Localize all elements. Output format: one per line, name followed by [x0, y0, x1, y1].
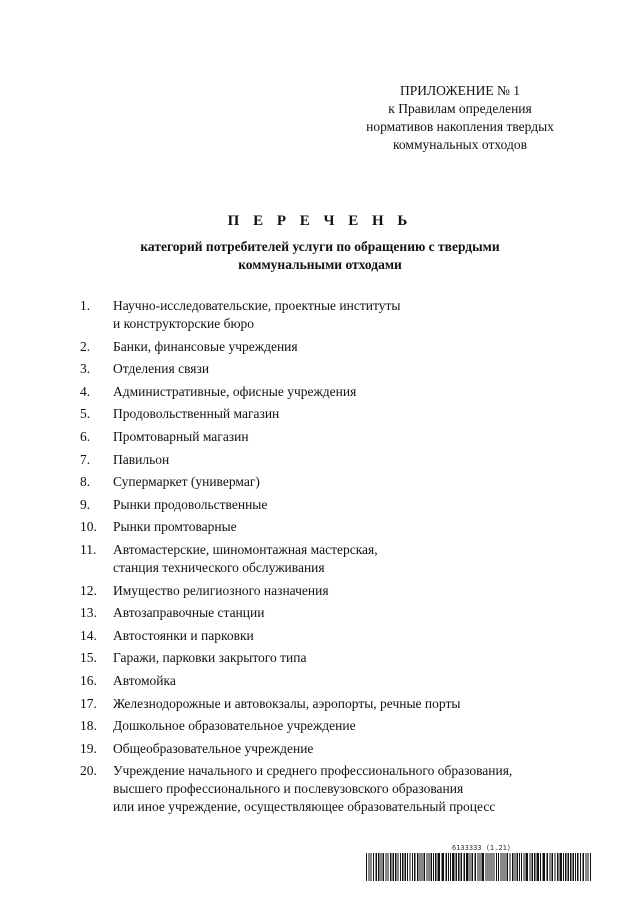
- list-item-text: [113, 428, 600, 446]
- list-item: [80, 717, 600, 735]
- barcode-bar: [422, 853, 423, 881]
- barcode-bar: [547, 853, 549, 881]
- barcode-bar: [395, 853, 397, 881]
- list-item-text: [113, 541, 600, 577]
- barcode-bar: [366, 853, 367, 881]
- barcode-bar: [452, 853, 455, 881]
- list-item-text: [113, 297, 600, 333]
- list-item: [80, 518, 600, 536]
- list-item-line: Павильон: [113, 451, 170, 467]
- barcode-bar: [501, 853, 502, 881]
- list-item-text: [113, 649, 600, 667]
- barcode-bar: [583, 853, 585, 881]
- barcode-bar: [510, 853, 511, 881]
- barcode-bar: [446, 853, 448, 881]
- list-item-text: [113, 582, 600, 600]
- barcode-bar: [557, 853, 559, 881]
- barcode-bar: [400, 853, 401, 881]
- barcode-bar: [586, 853, 587, 881]
- barcode-bar: [588, 853, 589, 881]
- barcode-bar: [512, 853, 514, 881]
- barcode-bar: [577, 853, 579, 881]
- list-item: [80, 695, 600, 713]
- list-item-number: 16.: [80, 672, 97, 688]
- barcode-bar: [407, 853, 408, 881]
- barcode-bar: [427, 853, 428, 881]
- list-item: [80, 297, 600, 333]
- list-item: [80, 582, 600, 600]
- barcode-bar: [573, 853, 575, 881]
- barcode-bar: [373, 853, 374, 881]
- document-subheading: [0, 238, 640, 274]
- list-item-text: [113, 518, 600, 536]
- list-item-line: Административные, офисные учреждения: [113, 383, 357, 399]
- list-item-line: Автомастерские, шиномонтажная мастерская,: [113, 541, 378, 557]
- barcode-bar: [412, 853, 413, 881]
- list-item-text: [113, 473, 600, 491]
- barcode-bar: [417, 853, 419, 881]
- list-item-number: 7.: [80, 451, 91, 467]
- barcode-bar: [464, 853, 466, 881]
- barcode-bar: [386, 853, 387, 881]
- list-item-line: Рынки продовольственные: [113, 496, 268, 512]
- appendix-title: ПРИЛОЖЕНИЕ № 1: [399, 83, 521, 98]
- barcode-bar: [371, 853, 372, 881]
- list-item-line: и конструкторские бюро: [113, 316, 255, 331]
- barcode-bar: [524, 853, 525, 881]
- list-item-line: Отделения связи: [113, 361, 210, 377]
- list-item: [80, 541, 600, 577]
- barcode-bar: [442, 853, 445, 881]
- barcode-block: [366, 844, 591, 884]
- barcode-bar: [494, 853, 495, 881]
- list-item: [80, 428, 600, 446]
- barcode-bar: [438, 853, 441, 881]
- list-item-line: или иное учреждение, осуществляющее образовательный процесс: [113, 799, 496, 815]
- appendix-line: к Правилам определения: [388, 101, 532, 116]
- list-item-line: Автозаправочные станции: [113, 605, 265, 621]
- document-heading: П Е Р Е Ч Е Н Ь: [227, 213, 413, 229]
- barcode-bar: [472, 853, 474, 881]
- barcode-bar: [461, 853, 463, 881]
- barcode-bar: [381, 853, 382, 881]
- barcode-bar: [466, 853, 469, 881]
- list-item-number: 19.: [80, 740, 97, 756]
- barcode-bar: [390, 853, 392, 881]
- list-item-text: [113, 762, 600, 816]
- barcode-bar: [505, 853, 506, 881]
- list-item-text: [113, 383, 600, 401]
- barcode-bar: [478, 853, 479, 881]
- list-item-text: [113, 360, 600, 378]
- list-item-number: 6.: [80, 428, 91, 444]
- barcode-bar: [540, 853, 541, 881]
- list-item-line: станция технического обслуживания: [113, 559, 325, 575]
- list-item: [80, 473, 600, 491]
- list-item: [80, 604, 600, 622]
- list-item-number: 5.: [80, 406, 91, 422]
- list-item-line: Автомойка: [113, 672, 176, 688]
- barcode-bar: [435, 853, 437, 881]
- list-item-line: Автостоянки и парковки: [113, 627, 254, 643]
- list-item-number: 11.: [80, 541, 97, 557]
- barcode-bar: [429, 853, 430, 881]
- list-item-line: Рынки промтоварные: [113, 519, 237, 535]
- list-item-line: Супермаркет (универмаг): [113, 474, 260, 490]
- list-item-line: Имущество религиозного назначения: [113, 582, 329, 598]
- barcode-bar: [568, 853, 570, 881]
- barcode-bar: [532, 853, 534, 881]
- barcode-bar: [490, 853, 491, 881]
- list-item-number: 17.: [80, 695, 97, 711]
- list-item-line: Учреждение начального и среднего профессионального образования,: [113, 763, 513, 779]
- barcode-bar: [488, 853, 489, 881]
- barcode-bar: [450, 853, 451, 881]
- barcode-bar: [517, 853, 519, 881]
- barcode-bar: [526, 853, 529, 881]
- barcode-bar: [393, 853, 395, 881]
- list-item-number: 12.: [80, 582, 97, 598]
- list-item-line: Дошкольное образовательное учреждение: [113, 718, 356, 734]
- list-item: [80, 627, 600, 645]
- list-item: [80, 405, 600, 423]
- subheading-line: категорий потребителей услуги по обращению с твердыми: [140, 239, 500, 254]
- list-item-line: высшего профессионального и послевузовского образования: [113, 781, 464, 797]
- category-list: [80, 297, 600, 821]
- barcode-bar: [537, 853, 540, 881]
- barcode-bar: [456, 853, 458, 881]
- barcode-bar: [475, 853, 477, 881]
- list-item-text: [113, 451, 600, 469]
- list-item-text: [113, 496, 600, 514]
- list-item-text: [113, 405, 600, 423]
- list-item: [80, 672, 600, 690]
- appendix-header: [340, 82, 580, 154]
- list-item-line: Научно-исследовательские, проектные институты: [113, 298, 401, 313]
- list-item-number: 14.: [80, 627, 97, 643]
- barcode-bar: [552, 853, 554, 881]
- barcode-bar: [433, 853, 434, 881]
- list-item-line: Банки, финансовые учреждения: [113, 338, 298, 354]
- barcode-bar: [515, 853, 516, 881]
- barcode-bar: [448, 853, 449, 881]
- barcode-bar: [410, 853, 411, 881]
- barcode-bar: [543, 853, 546, 881]
- barcode-bar: [424, 853, 426, 881]
- barcode-bar: [530, 853, 531, 881]
- barcode-bar: [388, 853, 389, 881]
- appendix-line: коммунальных отходов: [393, 137, 527, 152]
- barcode-bar: [402, 853, 404, 881]
- barcode-bar: [519, 853, 520, 881]
- barcode-bar: [550, 853, 551, 881]
- barcode-bar: [507, 853, 509, 881]
- list-item-number: 4.: [80, 383, 91, 399]
- barcode-bar: [492, 853, 493, 881]
- list-item-number: 2.: [80, 338, 91, 354]
- list-item-number: 9.: [80, 496, 91, 512]
- list-item: [80, 649, 600, 667]
- barcode-bar: [414, 853, 416, 881]
- list-item-number: 1.: [80, 298, 91, 313]
- list-item-number: 3.: [80, 361, 91, 377]
- barcode-bar: [580, 853, 581, 881]
- list-item-number: 10.: [80, 519, 97, 535]
- barcode-bar: [590, 853, 591, 881]
- barcode-bar: [555, 853, 556, 881]
- list-item-number: 13.: [80, 605, 97, 621]
- list-item: [80, 740, 600, 758]
- list-item-text: [113, 740, 600, 758]
- list-item: [80, 338, 600, 356]
- barcode-code: 6133333 (1.21): [452, 844, 512, 852]
- barcode-bar: [560, 853, 563, 881]
- barcode-bar: [482, 853, 485, 881]
- barcode-bar: [565, 853, 567, 881]
- list-item-line: Общеобразовательное учреждение: [113, 740, 314, 756]
- list-item-text: [113, 604, 600, 622]
- barcode-bar: [498, 853, 499, 881]
- barcode-bar: [496, 853, 497, 881]
- barcode-bar: [480, 853, 481, 881]
- barcode-bar: [470, 853, 471, 881]
- list-item-text: [113, 672, 600, 690]
- list-item: [80, 360, 600, 378]
- barcode-bar: [383, 853, 385, 881]
- barcode-bar: [458, 853, 460, 881]
- barcode-bar: [378, 853, 380, 881]
- barcode-image: [366, 853, 591, 881]
- list-item-text: [113, 338, 600, 356]
- barcode-bar: [420, 853, 421, 881]
- list-item-number: 8.: [80, 474, 91, 490]
- list-item: [80, 762, 600, 816]
- list-item-line: Гаражи, парковки закрытого типа: [113, 650, 307, 666]
- list-item-text: [113, 717, 600, 735]
- barcode-bar: [503, 853, 504, 881]
- barcode-bar: [369, 853, 370, 881]
- barcode-bar: [486, 853, 487, 881]
- list-item-number: 15.: [80, 650, 97, 666]
- list-item: [80, 496, 600, 514]
- barcode-bar: [521, 853, 522, 881]
- barcode-bar: [563, 853, 564, 881]
- list-item-line: Железнодорожные и автовокзалы, аэропорты, речные порты: [113, 695, 461, 711]
- barcode-bar: [376, 853, 378, 881]
- barcode-bar: [431, 853, 433, 881]
- list-item-text: [113, 627, 600, 645]
- appendix-line: нормативов накопления твердых: [366, 119, 554, 134]
- barcode-bar: [398, 853, 399, 881]
- subheading-line: коммунальными отходами: [238, 257, 402, 272]
- list-item: [80, 383, 600, 401]
- list-item-number: 18.: [80, 718, 97, 734]
- list-item-line: Промтоварный магазин: [113, 428, 249, 444]
- barcode-bar: [534, 853, 536, 881]
- barcode-bar: [570, 853, 572, 881]
- barcode-bar: [405, 853, 407, 881]
- list-item-line: Продовольственный магазин: [113, 406, 280, 422]
- list-item-number: 20.: [80, 763, 97, 779]
- list-item: [80, 451, 600, 469]
- barcode-bar: [575, 853, 576, 881]
- list-item-text: [113, 695, 600, 713]
